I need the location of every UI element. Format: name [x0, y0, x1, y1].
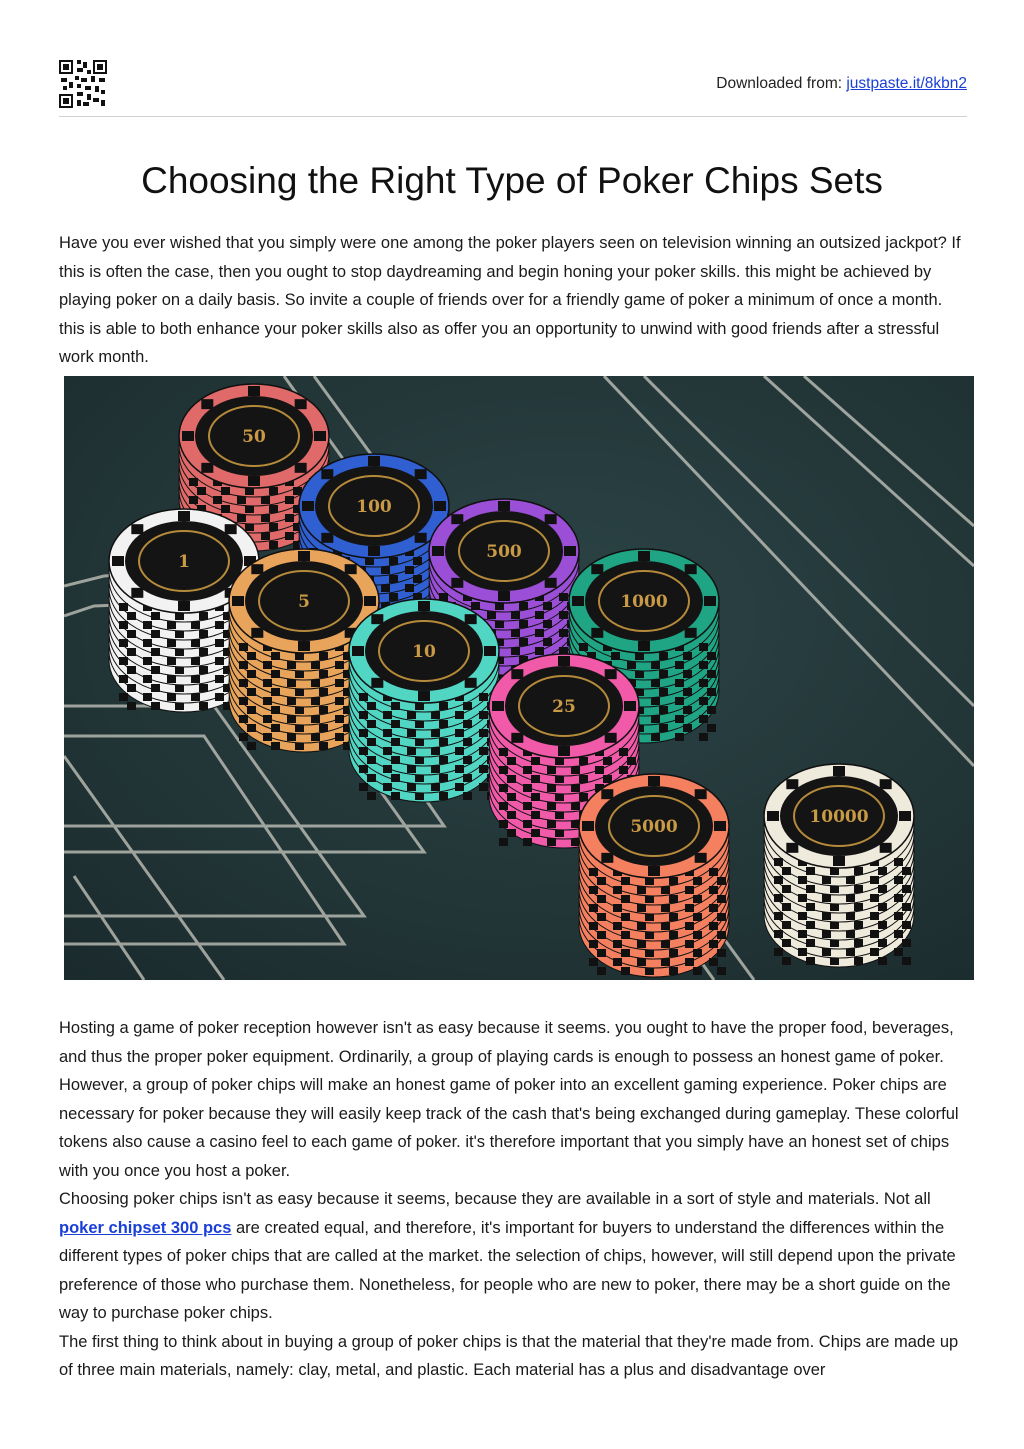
source-link[interactable]: justpaste.it/8kbn2	[846, 75, 967, 92]
chip-stack	[349, 599, 499, 802]
body-text	[59, 1014, 971, 1385]
intro-paragraph: Have you ever wished that you simply were one among the poker players seen on television winning an outsized jackpot? If this is often the case, then you ought to stop daydreaming and begin honing your poker skills. this might be achieved by playing poker on a daily basis. So invite a couple of friends over for a friendly game of poker a minimum of once a month. this is able to both enhance your poker skills also as offer you an opportunity to unwind with good friends after a stressful work month.	[59, 234, 961, 366]
chip-denomination: 25	[552, 697, 576, 717]
downloaded-label: Downloaded from:	[716, 75, 843, 92]
paragraph-hosting: Hosting a game of poker reception however isn't as easy because it seems. you ought to have the proper food, beverages, and thus the proper poker equipment. Ordinarily, a group of playing cards is enough to possess an honest game of poker. However, a group of poker chips will make an honest game of poker into an excellent gaming experience. Poker chips are necessary for poker because they will easily keep track of the cash that's being exchanged during gameplay. These colorful tokens also cause a casino feel to each game of poker. it's therefore important that you simply have an honest set of chips with you once you host a poker.	[59, 1019, 959, 1180]
chip-denomination: 1000	[620, 592, 668, 612]
chip-stack	[764, 764, 914, 967]
chip-denomination: 10	[412, 642, 436, 662]
chip-denomination: 5	[298, 592, 310, 612]
chip-denomination: 100	[356, 497, 392, 517]
chip-denomination: 1	[178, 552, 190, 572]
qr-code-icon	[59, 60, 107, 108]
poker-chips-illustration	[64, 376, 974, 980]
chip-denomination: 10000	[809, 807, 869, 827]
chip-denomination: 5000	[630, 817, 678, 837]
poker-chipset-link[interactable]: poker chipset 300 pcs	[59, 1218, 232, 1237]
chip-stack	[579, 774, 729, 977]
downloaded-from	[716, 75, 967, 93]
page-header	[59, 60, 967, 117]
paragraph-choosing-end: are created equal, and therefore, it's important for buyers to understand the differences within the different types of poker chips that are called at the market. the selection of chips, however, will still depend upon the private preference of those who purchase them. Nonetheless, for people who are new to poker, there may be a short guide on the way to purchase poker chips.	[59, 1218, 956, 1322]
paragraph-choosing-start: Choosing poker chips isn't as easy because it seems, because they are available in a sort of style and materials. Not all	[59, 1190, 931, 1208]
page-title: Choosing the Right Type of Poker Chips Sets	[141, 160, 883, 201]
chip-denomination: 500	[486, 542, 522, 562]
paragraph-materials: The first thing to think about in buying a group of poker chips is that the material that they're made from. Chips are made up of three main materials, namely: clay, metal, and plastic. Each material has a plus and disadvantage over	[59, 1332, 959, 1379]
chip-denomination: 50	[242, 427, 266, 447]
poker-chips-photo	[64, 376, 974, 980]
